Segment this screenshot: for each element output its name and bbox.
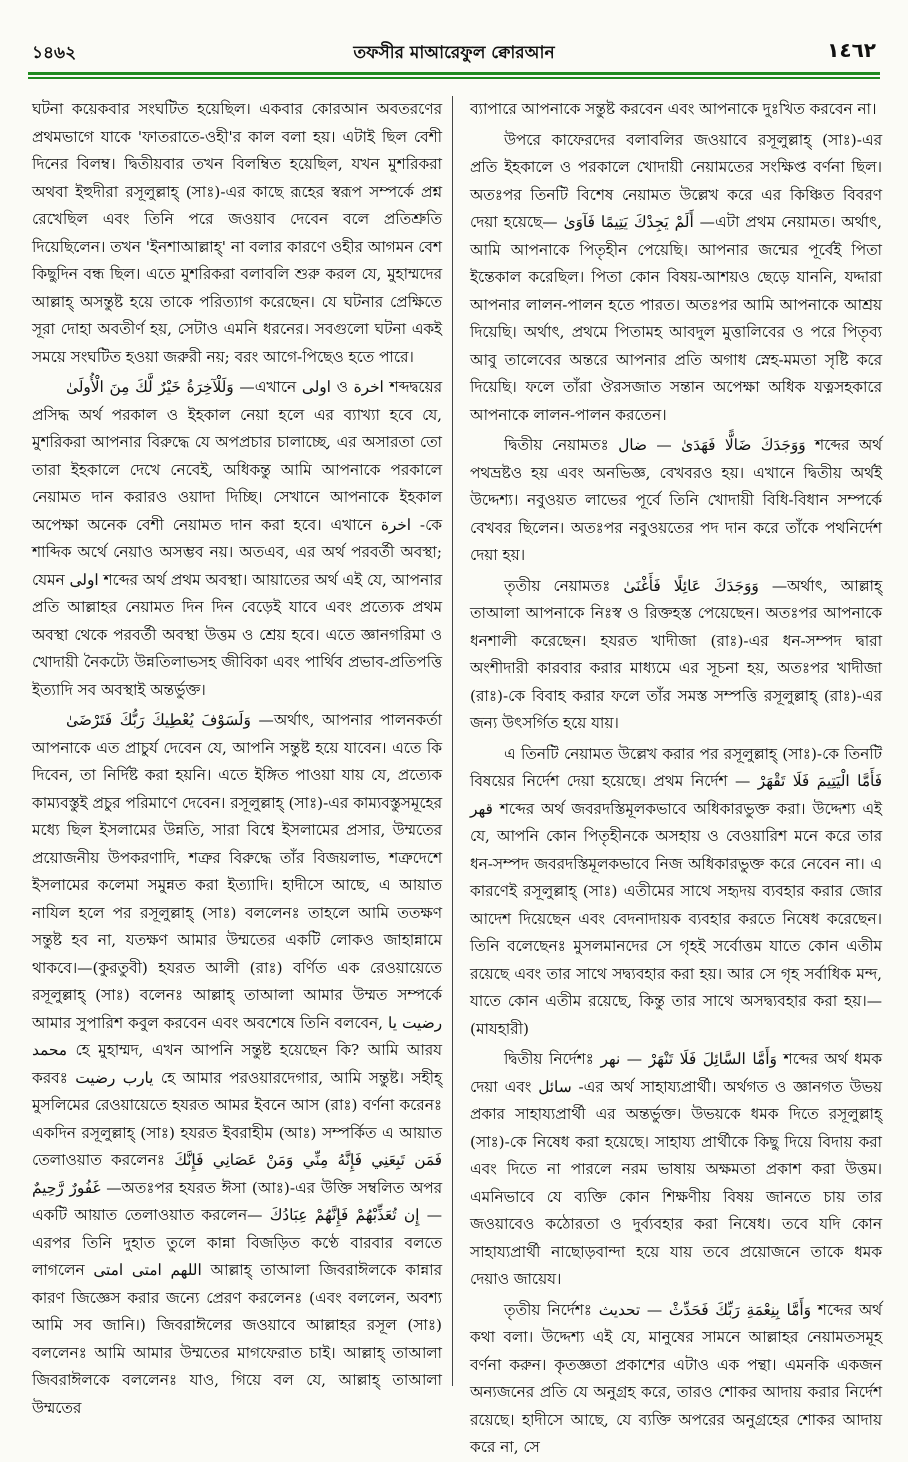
paragraph: তৃতীয় নির্দেশঃ وَأَمَّا بِنِعْمَةِ رَبِّكَ فَحَدِّثْ — تحديث শব্দের অর্থ কথা বলা। উদ্দেশ্য এই যে, মানুষের সামনে আল্লাহর নেয়ামতসমূহ বর্ণনা করুন। কৃতজ্ঞতা প্রকাশের এটাও এক পন্থা। এমনকি একজন অন্যজনের প্রতি যে অনুগ্রহ করে, তারও শোকর আদায় করার নির্দেশ রয়েছে। হাদীসে আছে, যে ব্যক্তি অপরের অনুগ্রহের শোকর আদায় করে না, সে <box>470 1300 882 1456</box>
paragraph: উপরে কাফেরদের বলাবলির জওয়াবে রসূলুল্লাহ্ (সাঃ)-এর প্রতি ইহকালে ও পরকালে খোদায়ী নেয়ামতের সংক্ষিপ্ত বর্ণনা ছিল। অতঃপর তিনটি বিশেষ নেয়ামত উল্লেখ করে এর কিঞ্চিত বিবরণ দেয়া হয়েছে— أَلَمْ يَجِدْكَ يَتِيمًا فَآوَىٰ —এটা প্রথম নেয়ামত। অর্থাৎ, আমি আপনাকে পিতৃহীন পেয়েছি। আপনার জন্মের পূর্বেই পিতা ইন্তেকাল করেছিল। পিতা কোন বিষয়-আশয়ও ছেড়ে যাননি, যদ্দারা আপনার লালন-পালন হতে পারত। অতঃপর আমি আপনাকে আশ্রয় দিয়েছি। অর্থাৎ, প্রথমে পিতামহ আবদুল মুত্তালিবের ও পরে পিতৃব্য আবু তালেবের অন্তরে আপনার প্রতি অগাধ স্নেহ-মমতা সৃষ্টি করে দিয়েছি। ফলে তাঁরা ঔরসজাত সন্তান অপেক্ষা অধিক যত্নসহকারে আপনাকে লালন-পালন করতেন। <box>470 130 883 424</box>
column-divider <box>452 96 453 1386</box>
left-column <box>32 96 443 1417</box>
header-rule-secondary <box>28 77 880 79</box>
paragraph: ব্যাপারে আপনাকে সন্তুষ্ট করবেন এবং আপনাকে দুঃখিত করবেন না। <box>470 100 877 118</box>
paragraph: وَلَلْآخِرَةُ خَيْرٌ لَّكَ مِنَ الْأُولَىٰ —এখানে اولى ও اخرة শব্দদ্বয়ের প্রসিদ্ধ অর্থ পরকাল ও ইহকাল নেয়া হলে এর ব্যাখ্যা হবে যে, মুশরিকরা আপনার বিরুদ্ধে যে অপপ্রচার চালাচ্ছে, এর অসারতা তো তারা ইহকালে দেখে নেবেই, অধিকন্তু আমি আপনাকে পরকালে নেয়ামত দান করারও ওয়াদা দিচ্ছি। সেখানে আপনাকে ইহকাল অপেক্ষা অনেক বেশী নেয়ামত দান করা হবে। এখানে اخرة -কে শাব্দিক অর্থে নেয়াও অসম্ভব নয়। অতএব, এর অর্থ পরবর্তী অবস্থা; যেমন اولى শব্দের অর্থ প্রথম অবস্থা। আয়াতের অর্থ এই যে, আপনার প্রতি আল্লাহর নেয়ামত দিন দিন বেড়েই যাবে এবং প্রত্যেক প্রথম অবস্থা থেকে পরবর্তী অবস্থা উত্তম ও শ্রেয় হবে। এতে জ্ঞানগরিমা ও খোদায়ী নৈকট্যে উন্নতিলাভসহ জীবিকা এবং পার্থিব প্রভাব-প্রতিপত্তি ইত্যাদি সব অবস্থাই অন্তর্ভুক্ত। <box>32 378 442 699</box>
header-rule <box>28 72 880 75</box>
right-column <box>470 96 883 1456</box>
page-number-left: ১৪৬২ <box>32 43 77 63</box>
running-title: তফসীর মাআরেফুল ক্বোরআন <box>353 43 555 63</box>
paragraph: দ্বিতীয় নির্দেশঃ وَأَمَّا السَّائِلَ فَلَا تَنْهَرْ — نهر শব্দের অর্থ ধমক দেয়া এবং سائل -এর অর্থ সাহায্যপ্রার্থী। অর্থগত ও জ্ঞানগত উভয় প্রকার সাহায্যপ্রার্থী এর অন্তর্ভুক্ত। উভয়কে ধমক দিতে রসূলুল্লাহ্ (সাঃ)-কে নিষেধ করা হয়েছে। সাহায্য প্রার্থীকে কিছু দিয়ে বিদায় করা এবং দিতে না পারলে নরম ভাষায় অক্ষমতা প্রকাশ করা উত্তম। এমনিভাবে যে ব্যক্তি কোন শিক্ষণীয় বিষয় জানতে চায় তার জওয়াবেও কঠোরতা ও দুর্ব্যবহার করা নিষেধ। তবে যদি কোন সাহায্যপ্রার্থী নাছোড়বান্দা হয়ে যায় তবে প্রয়োজনে তাকে ধমক দেয়াও জায়েয। <box>470 1050 883 1288</box>
page-header <box>28 30 880 84</box>
paragraph: তৃতীয় নেয়ামতঃ وَوَجَدَكَ عَائِلًا فَأَغْنَىٰ —অর্থাৎ, আল্লাহ্ তাআলা আপনাকে নিঃস্ব ও রিক্তহস্ত পেয়েছেন। অতঃপর আপনাকে ধনশালী করেছেন। হযরত খাদীজা (রাঃ)-এর ধন-সম্পদ দ্বারা অংশীদারী কারবার করার মাধ্যমে এর সূচনা হয়, অতঃপর খাদীজা (রাঃ)-কে বিবাহ করার ফলে তাঁর সমস্ত সম্পত্তি রসূলুল্লাহ্ (রাঃ)-এর জন্য উৎসর্গিত হয়ে যায়। <box>470 576 882 732</box>
paragraph: ঘটনা কয়েকবার সংঘটিত হয়েছিল। একবার কোরআন অবতরণের প্রথমভাগে যাকে 'ফাতরাতে-ওহী'র কাল বলা হয়। এটাই ছিল বেশী দিনের বিলম্ব। দ্বিতীয়বার তখন বিলম্বিত হয়েছিল, যখন মুশরিকরা অথবা ইহুদীরা রসূলুল্লাহ্ (সাঃ)-এর কাছে রূহের স্বরূপ সম্পর্কে প্রশ্ন রেখেছিল এবং তিনি পরে জওয়াব দেবেন বলে প্রতিশ্রুতি দিয়েছিলেন। তখন 'ইনশাআল্লাহ্' না বলার কারণে ওহীর আগমন বেশ কিছুদিন বন্ধ ছিল। এতে মুশরিকরা বলাবলি শুরু করল যে, মুহাম্মদের আল্লাহ্ অসন্তুষ্ট হয়ে তাকে পরিত্যাগ করেছেন। যে ঘটনার প্রেক্ষিতে সূরা দোহা অবতীর্ণ হয়, সেটাও এমনি ধরনের। সবগুলো ঘটনা একই সময়ে সংঘটিত হওয়া জরুরী নয়; বরং আগে-পিছেও হতে পারে। <box>32 100 442 366</box>
paragraph: এ তিনটি নেয়ামত উল্লেখ করার পর রসূলুল্লাহ্ (সাঃ)-কে তিনটি বিষয়ের নির্দেশ দেয়া হয়েছে। প্রথম নির্দেশ فَأَمَّا الْيَتِيمَ فَلَا تَقْهَرْ — قهر শব্দের অর্থ জবরদস্তিমূলকভাবে অধিকারভুক্ত করা। উদ্দেশ্য এই যে, আপনি কোন পিতৃহীনকে অসহায় ও বেওয়ারিশ মনে করে তার ধন-সম্পদ জবরদস্তিমূলকভাবে নিজ অধিকারভুক্ত করে নেবেন না। এ কারণেই রসূলুল্লাহ্ (সাঃ) এতীমের সাথে সহৃদয় ব্যবহার করার জোর আদেশ দিয়েছেন এবং বেদনাদায়ক ব্যবহার করতে নিষেধ করেছেন। তিনি বলেছেনঃ মুসলমানদের সে গৃহই সর্বোত্তম যাতে কোন এতীম রয়েছে এবং তার সাথে সদ্ব্যবহার করা হয়। আর সে গৃহ সর্বাধিক মন্দ, যাতে কোন এতীম রয়েছে, কিন্তু তার সাথে অসদ্ব্যবহার করা হয়।—(মাযহারী) <box>470 744 882 1038</box>
paragraph: وَلَسَوْفَ يُعْطِيكَ رَبُّكَ فَتَرْضَىٰ —অর্থাৎ, আপনার পালনকর্তা আপনাকে এত প্রাচুর্য দেবেন যে, আপনি সন্তুষ্ট হয়ে যাবেন। এতে কি দিবেন, তা নির্দিষ্ট করা হয়নি। এতে ইঙ্গিত পাওয়া যায় যে, প্রত্যেক কাম্যবস্তুই প্রচুর পরিমাণে দেবেন। রসূলুল্লাহ্ (সাঃ)-এর কাম্যবস্তুসমূহের মধ্যে ছিল ইসলামের উন্নতি, সারা বিশ্বে ইসলামের প্রসার, উম্মতের প্রয়োজনীয় উপকরণাদি, শত্রুর বিরুদ্ধে তাঁর বিজয়লাভ, শত্রুদেশে ইসলামের কলেমা সমুন্নত করা ইত্যাদি। হাদীসে আছে, এ আয়াত নাযিল হলে পর রসূলুল্লাহ্ (সাঃ) বললেনঃ তাহলে আমি ততক্ষণ সন্তুষ্ট হব না, যতক্ষণ আমার উম্মতের একটি লোকও জাহান্নামে থাকবে।—(কুরতুবী) হযরত আলী (রাঃ) বর্ণিত এক রেওয়ায়েতে রসূলুল্লাহ্ (সাঃ) বলেনঃ আল্লাহ্ তাআলা আমার উম্মত সম্পর্কে আমার সুপারিশ কবুল করবেন এবং অবশেষে তিনি বলবেন, رضيت يا محمد হে মুহাম্মদ, এখন আপনি সন্তুষ্ট হয়েছেন কি? আমি আরয করবঃ يارب رضيت হে আমার পরওয়ারদেগার, আমি সন্তুষ্ট। সহীহ্ মুসলিমের রেওয়ায়েতে হযরত আমর ইবনে আস (রাঃ) বর্ণনা করেনঃ একদিন রসূলুল্লাহ্ (সাঃ) হযরত ইবরাহীম (আঃ) সম্পর্কিত এ আয়াত তেলাওয়াত করলেনঃ فَمَن تَبِعَنِي فَإِنَّهُ مِنِّي وَمَنْ عَصَانِي فَإِنَّكَ غَفُورٌ رَّحِيمٌ —অতঃপর হযরত ঈসা (আঃ)-এর উক্তি সম্বলিত অপর একটি আয়াত তেলাওয়াত করলেন— إِن تُعَذِّبْهُمْ فَإِنَّهُمْ عِبَادُكَ —এরপর তিনি দুহাত তুলে কান্না বিজড়িত কণ্ঠে বারবার বলতে লাগলেন اللهم امتى امتى আল্লাহ্ তাআলা জিবরাঈলকে কান্নার কারণ জিজ্ঞেস করার জন্যে প্রেরণ করলেনঃ (এবং বললেন, অবশ্য আমি সব জানি।) জিবরাঈলের জওয়াবে আল্লাহর রসূল (সাঃ) বললেনঃ আমি আমার উম্মতের মাগফেরাত চাই। আল্লাহ্ তাআলা জিবরাঈলকে বললেনঃ যাও, গিয়ে বল যে, আল্লাহ্ তাআলা উম্মতের <box>32 711 443 1417</box>
paragraph: দ্বিতীয় নেয়ামতঃ وَوَجَدَكَ ضَالًّا فَهَدَىٰ — ضال শব্দের অর্থ পথভ্রষ্টও হয় এবং অনভিজ্ঞ, বেখবরও হয়। এখানে দ্বিতীয় অর্থই উদ্দেশ্য। নবুওয়ত লাভের পূর্বে তিনি খোদায়ী বিধি-বিধান সম্পর্কে বেখবর ছিলেন। অতঃপর নবুওয়তের পদ দান করে তাঁকে পথনির্দেশ দেয়া হয়। <box>470 436 883 564</box>
page-number-right: ١٤٦٢ <box>827 38 876 62</box>
